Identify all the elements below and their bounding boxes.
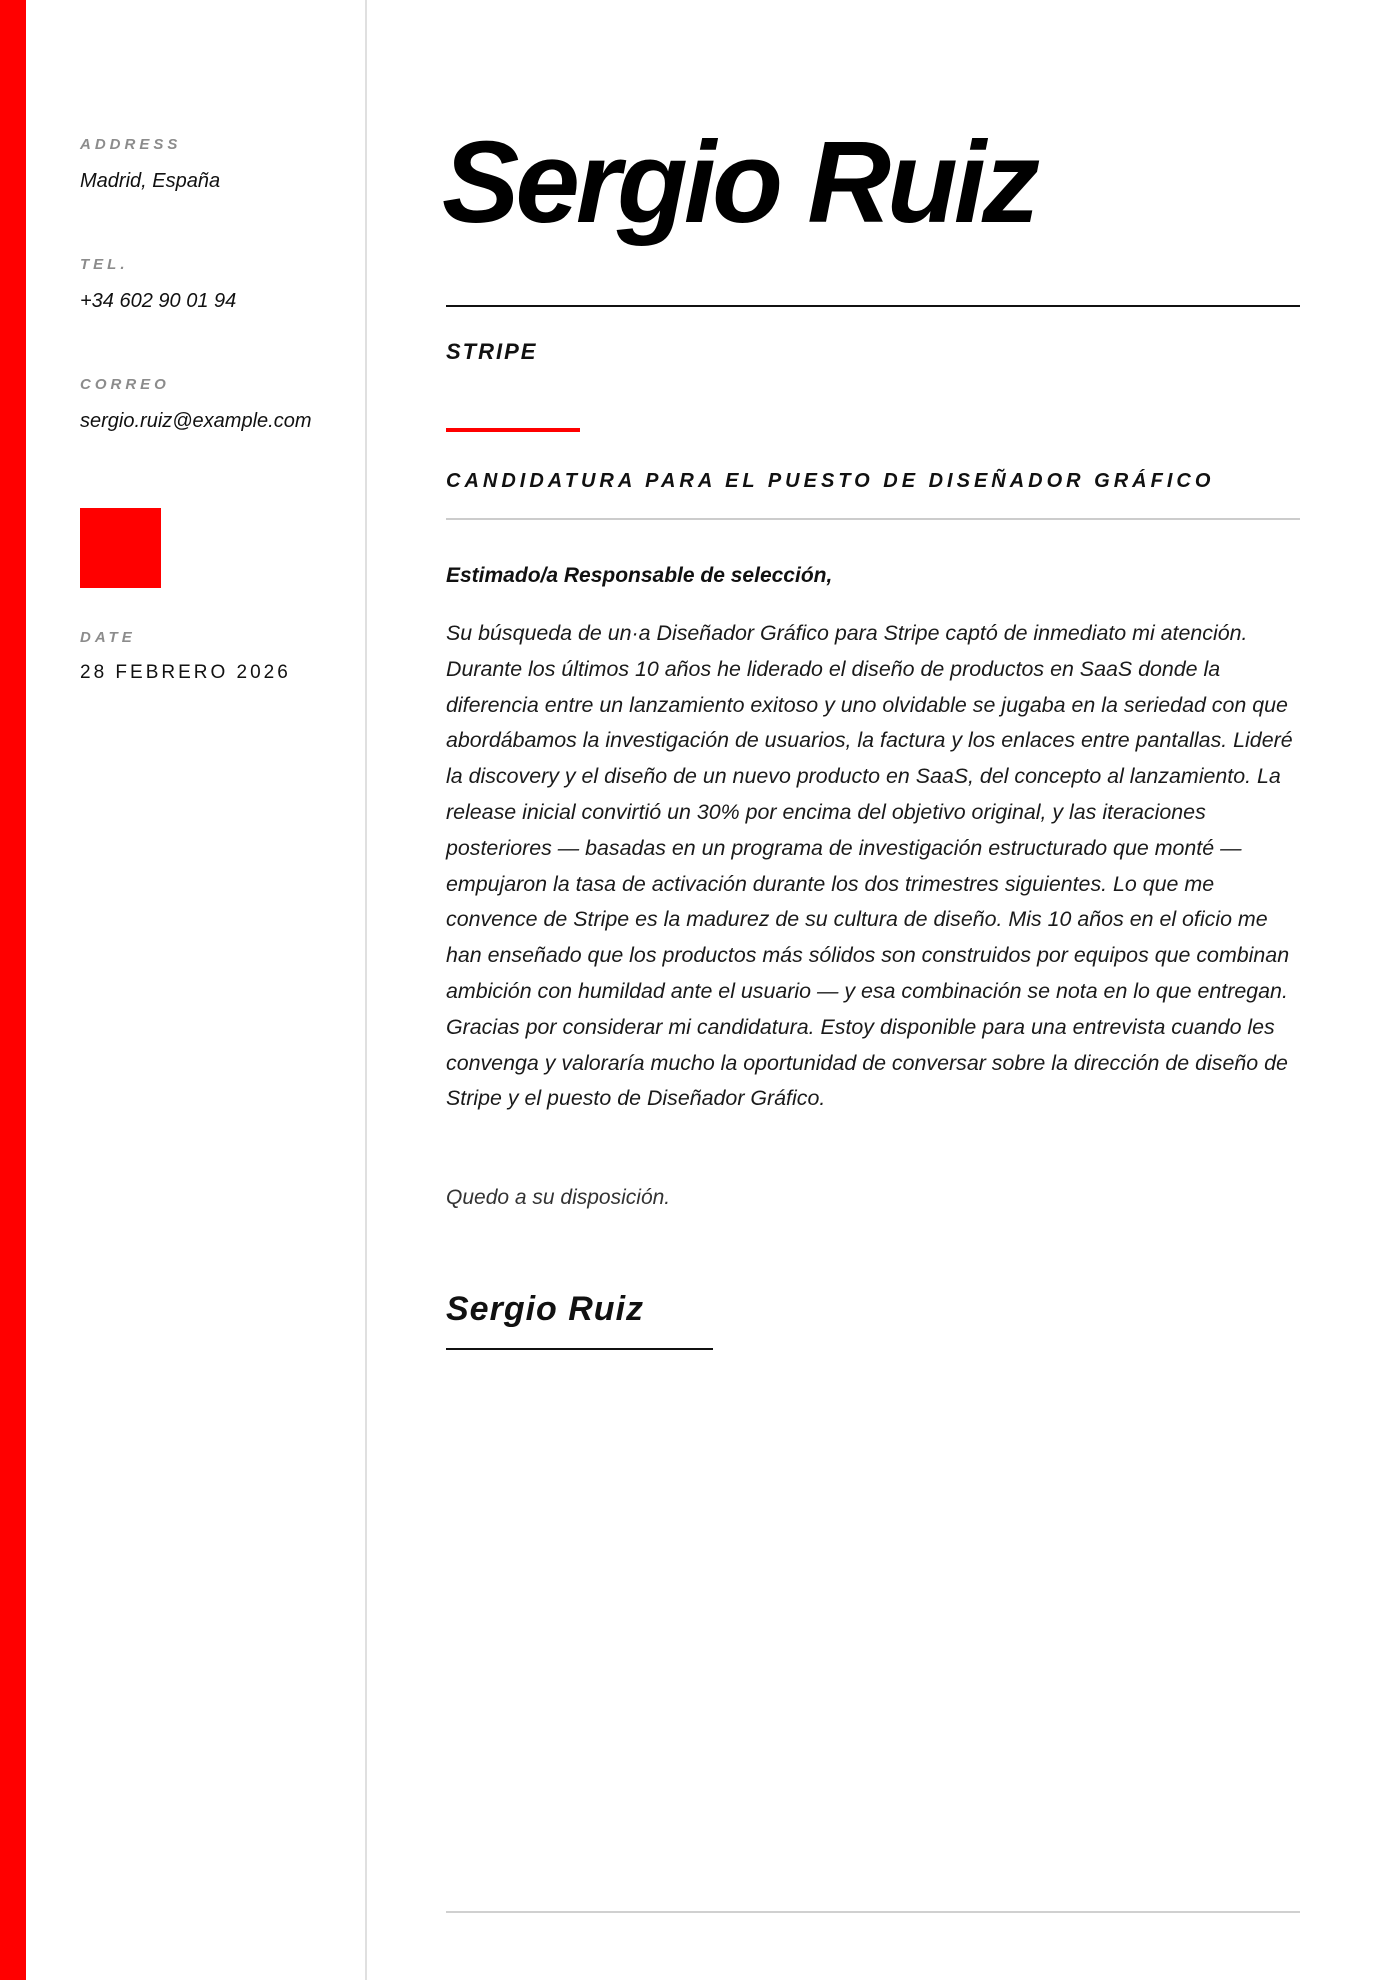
signature: Sergio Ruiz [446,1290,645,1328]
address-label: ADDRESS [80,136,182,153]
tel-label: TEL. [80,256,129,273]
footer-divider [446,1911,1300,1913]
contact-sidebar [26,0,367,1980]
sender-name: Sergio Ruiz [442,117,1037,247]
date-value: 28 FEBRERO 2026 [80,662,291,683]
date-label: DATE [80,629,136,646]
email-value: sergio.ruiz@example.com [80,410,312,432]
accent-divider [446,428,580,432]
email-block [80,376,312,433]
address-value: Madrid, España [80,170,221,192]
letter-main [442,0,1300,1980]
address-block [80,136,220,193]
email-label: CORREO [80,376,170,393]
closing-line: Quedo a su disposición. [446,1186,671,1209]
date-block [80,629,291,684]
subject-divider [446,518,1300,520]
tel-value: +34 602 90 01 94 [80,290,237,312]
salutation: Estimado/a Responsable de selección, [446,564,833,587]
header-divider [446,305,1300,307]
accent-stripe [0,0,26,1980]
tel-block [80,256,236,313]
subject-line: CANDIDATURA PARA EL PUESTO DE DISEÑADOR GRÁFICO [446,470,1215,492]
company-name: STRIPE [446,339,538,364]
signature-underline [446,1348,713,1350]
letter-body: Su búsqueda de un·a Diseñador Gráfico para Stripe captó de inmediato mi atención. Durante los últimos 10 años he liderado el diseño de productos en SaaS donde la diferencia entre un lanzamiento exitoso y uno olvidable se jugaba en la seriedad con que abordábamos la investigación de usuarios, la factura y los enlaces entre pantallas. Lideré la discovery y el diseño de un nuevo producto en SaaS, del concepto al lanzamiento. La release inicial convirtió un 30% por encima del objetivo original, y las iteraciones posteriores — basadas en un programa de investigación estructurado que monté — empujaron la tasa de activación durante los dos trimestres siguientes. Lo que me convence de Stripe es la madurez de su cultura de diseño. Mis 10 años en el oficio me han enseñado que los productos más sólidos son construidos por equipos que combinan ambición con humildad ante el usuario — y esa combinación se nota en lo que entregan. Gracias por considerar mi candidatura. Estoy disponible para una entrevista cuando les convenga y valoraría mucho la oportunidad de conversar sobre la dirección de diseño de Stripe y el puesto de Diseñador Gráfico. [446,621,1293,1111]
accent-square [80,508,161,588]
